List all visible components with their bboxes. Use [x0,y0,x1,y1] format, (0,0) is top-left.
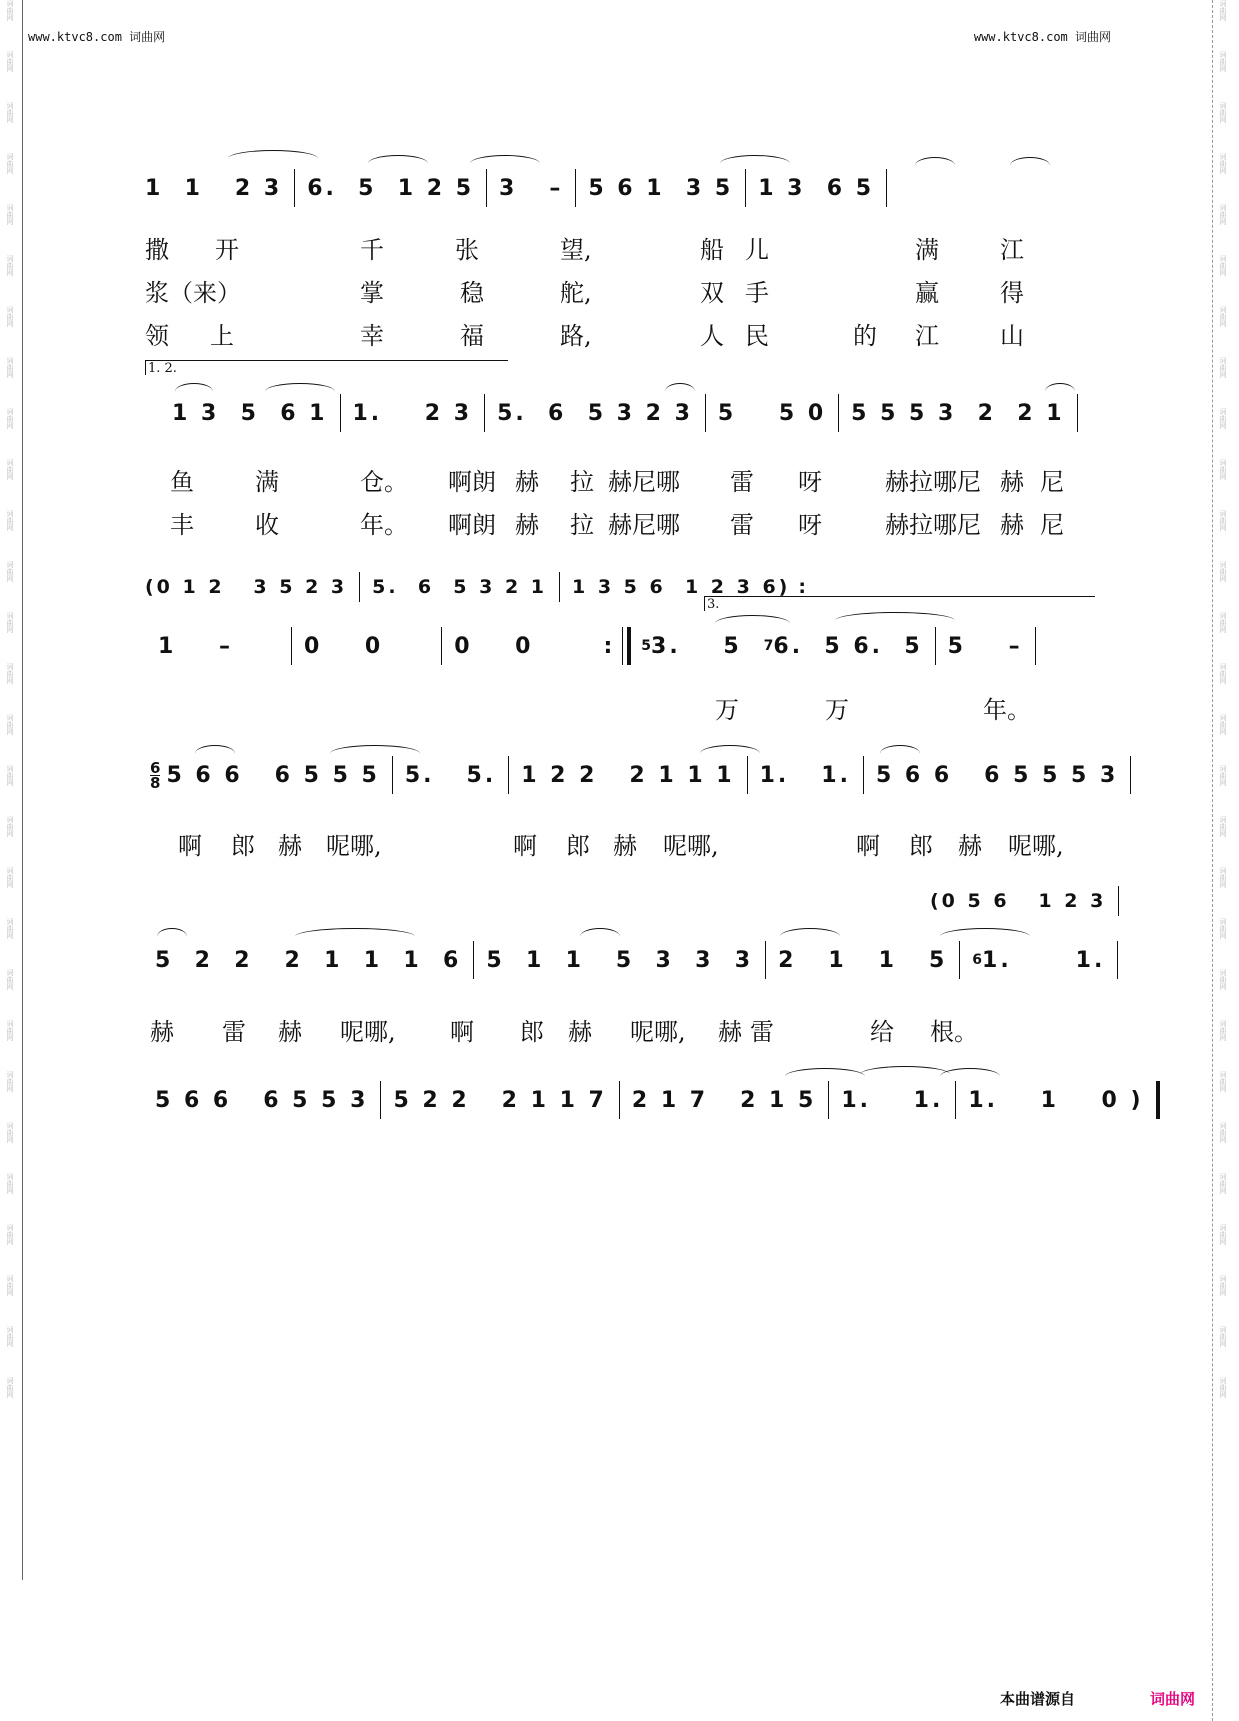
watermark-text: 词曲网 [1219,1326,1227,1347]
measure: 1 2 2 2 1 1 1 [521,762,735,788]
measure: 2 1 7 2 1 5 [631,1087,817,1113]
lyric-char: 郎 [231,832,255,860]
lyrics-ending [145,690,1095,724]
watermark-text: 词曲网 [6,1326,14,1347]
barline [765,941,766,979]
lyric-char: 赫 [958,832,982,860]
watermark-text: 词曲网 [6,357,14,378]
watermark-text: 词曲网 [1219,1122,1227,1143]
measure: 0 0 [454,633,534,659]
watermark-text: 词曲网 [1219,1071,1227,1092]
volta-3: 3. [704,596,1095,611]
lyric-char: 赫 [515,468,539,496]
watermark-text: 词曲网 [1219,51,1227,72]
lyric-char: 福 [460,322,484,350]
measure: 6. 5 1 2 5 [307,175,475,201]
measure: 5 1 1 5 3 3 3 [486,947,754,973]
barline [340,394,341,432]
lyrics-verse-3 [145,316,1095,350]
lyric-char: 江 [1000,236,1024,264]
barline [1118,886,1119,916]
lyric-char: 啊 [178,832,202,860]
lyric-char: 赫 [718,1018,742,1046]
watermark-text: 词曲网 [6,255,14,276]
lyric-char: 给 [870,1018,894,1046]
watermark-text: 词曲网 [1219,408,1227,429]
lyric-char: 张 [455,236,479,264]
watermark-text: 词曲网 [1219,153,1227,174]
lyric-char: 年。 [360,511,408,539]
watermark-text: 词曲网 [6,918,14,939]
system-5-notes [155,942,1105,978]
measure: 1. 1. [982,947,1106,973]
barline [441,627,442,665]
right-watermark-strip [1213,0,1233,1721]
lyric-char: 赫尼哪 [608,511,680,539]
lyric-char: 幸 [360,322,384,350]
lyric-char: 赫 [613,832,637,860]
watermark-text: 词曲网 [6,1122,14,1143]
lyrics-coda-2 [150,1012,1100,1046]
slur [265,383,335,400]
lyric-char: 开 [215,236,239,264]
lyric-char: 收 [255,511,279,539]
lyric-char: 稳 [460,279,484,307]
slur [785,1068,865,1085]
barline [484,394,485,432]
lyric-char: 赫 [1000,468,1024,496]
watermark-text: 词曲网 [6,1224,14,1245]
system-6-notes [155,1082,1144,1118]
measure: 1 – [158,633,233,659]
grace-note: 7 [763,638,774,654]
lyric-char: 民 [745,322,769,350]
measure: 1 3 6 5 [758,175,875,201]
watermark-text: 词曲网 [6,51,14,72]
lyric-char: 满 [915,236,939,264]
measure: (0 1 2 3 5 2 3 [145,576,348,598]
slur [720,155,790,172]
barline [294,169,295,207]
slur [157,928,187,945]
lyrics-coda-1 [178,826,1128,860]
lyric-char: 千 [360,236,384,264]
barline [955,1081,956,1119]
watermark-text: 词曲网 [6,1377,14,1398]
system-1-notes [145,170,1095,206]
measure: 5 6 1 3 5 [588,175,734,201]
watermark-text: 词曲网 [6,969,14,990]
volta-1-2: 1. 2. [145,360,508,375]
final-barline [1156,1081,1160,1119]
lyric-char: 呢哪, [663,832,719,860]
slur [1045,383,1075,400]
watermark-text: 词曲网 [1219,1275,1227,1296]
header-right-site: www.ktvc8.com 词曲网 [973,30,1111,44]
measure: 5 5 0 [717,400,827,426]
slur [940,1068,1000,1085]
measure: 5. 6 5 3 2 1 [372,576,547,598]
slur [195,745,235,762]
lyric-char: 山 [1000,322,1024,350]
watermark-text: 词曲网 [1219,459,1227,480]
lyric-char: 呢哪, [340,1018,396,1046]
footer-brand-link[interactable]: 词曲网 [1150,1690,1196,1708]
measure: 5. 5. [404,762,497,788]
time-signature [150,758,161,792]
watermark-text: 词曲网 [6,663,14,684]
measure: 3 – [499,175,564,201]
barline [619,1081,620,1119]
lyric-char: 雷 [750,1018,774,1046]
watermark-text: 词曲网 [6,1020,14,1041]
watermark-text: 词曲网 [1219,357,1227,378]
lyric-char: 啊 [856,832,880,860]
left-watermark-strip [0,0,20,1721]
lyric-char: 呢哪, [630,1018,686,1046]
watermark-text: 词曲网 [6,1173,14,1194]
watermark-text: 词曲网 [1219,969,1227,990]
barline [1077,394,1078,432]
lyric-char: 赫 [515,511,539,539]
system-2-notes [172,395,1122,431]
lyric-char: 万 [715,696,739,724]
barline [291,627,292,665]
slur [228,150,318,167]
lyric-char: 啊 [513,832,537,860]
repeat-colon: : [603,633,613,659]
lyric-char: 掌 [360,279,384,307]
watermark-text: 词曲网 [6,306,14,327]
lyric-char: 尼 [1040,468,1064,496]
watermark-text: 词曲网 [6,153,14,174]
lyric-char: 赫拉哪尼 [885,511,981,539]
lyric-char: 赢 [915,279,939,307]
watermark-text: 词曲网 [1219,765,1227,786]
watermark-text: 词曲网 [6,408,14,429]
lyric-char: 啊 [450,1018,474,1046]
lyric-char: 雷 [730,511,754,539]
lyric-char: 郎 [909,832,933,860]
measure: 2 1 1 5 [778,947,948,973]
lyric-char: 赫拉哪尼 [885,468,981,496]
lyric-char: 拉 [570,511,594,539]
watermark-text: 词曲网 [1219,867,1227,888]
measure: 5 6 6 6 5 5 5 3 [875,762,1119,788]
lyric-char: 根。 [930,1018,978,1046]
repeat-barline [622,627,631,665]
system-5-upper-notes [930,886,1107,916]
lyric-char: 鱼 [170,468,194,496]
lyric-char: 路, [560,322,592,350]
barline [380,1081,381,1119]
measure: 1 1 2 3 [145,175,283,201]
watermark-text: 词曲网 [1219,1173,1227,1194]
lyric-char: 万 [825,696,849,724]
lyric-char: 赫 [278,1018,302,1046]
barline [863,756,864,794]
watermark-text: 词曲网 [1219,204,1227,225]
lyric-char: 呀 [798,468,822,496]
slur [368,155,428,172]
lyric-char: 上 [210,322,234,350]
measure: 1. 2 3 [352,400,473,426]
watermark-text: 词曲网 [1219,510,1227,531]
left-margin-line [22,0,23,1580]
time-signature-bottom: 8 [150,773,161,792]
grace-note: 6 [972,952,983,968]
lyric-char: 满 [255,468,279,496]
lyric-char: 得 [1000,279,1024,307]
watermark-text: 词曲网 [6,561,14,582]
watermark-text: 词曲网 [1219,918,1227,939]
watermark-text: 词曲网 [6,204,14,225]
watermark-text: 词曲网 [6,510,14,531]
slur [915,157,955,174]
watermark-text: 词曲网 [1219,306,1227,327]
watermark-text: 词曲网 [1219,1224,1227,1245]
watermark-text: 词曲网 [1219,714,1227,735]
lyric-char: 人 [700,322,724,350]
measure: 3. 5 [651,633,742,659]
measure: 6. 5 6. 5 [773,633,923,659]
lyric-char: 望, [560,236,592,264]
repeat-colon: : [798,576,806,598]
lyric-char: 呢哪, [326,832,382,860]
lyrics-verse-1 [145,230,1095,264]
watermark-text: 词曲网 [6,816,14,837]
measure: 0 0 [303,633,384,659]
lyric-char: 舵, [560,279,592,307]
watermark-text: 词曲网 [6,459,14,480]
slur [665,383,695,400]
watermark-text: 词曲网 [6,1071,14,1092]
watermark-text: 词曲网 [1219,0,1227,21]
footer-source-label: 本曲谱源自 [1000,1690,1076,1708]
measure: 5. 6 5 3 2 3 [497,400,693,426]
barline [886,169,887,207]
barline [935,627,936,665]
watermark-text: 词曲网 [1219,102,1227,123]
watermark-text: 词曲网 [1219,1020,1227,1041]
lyric-char: 江 [915,322,939,350]
barline [1117,941,1118,979]
barline [559,572,560,602]
slur [780,928,840,945]
slur [715,615,790,632]
measure: 1 3 5 6 1 2 3 6) [572,576,791,598]
measure: 5 – [947,633,1023,659]
watermark-text: 词曲网 [6,0,14,21]
watermark-text: 词曲网 [6,1275,14,1296]
slur [835,612,955,629]
lyric-char: 呢哪, [1008,832,1064,860]
lyric-char: 双 [700,279,724,307]
barline [828,1081,829,1119]
slur [330,745,420,762]
lyric-char: 年。 [983,696,1031,724]
measure: 5 5 5 3 2 2 1 [851,400,1065,426]
slur [580,928,620,945]
lyric-char: 仓。 [360,468,408,496]
grace-note: 5 [641,638,652,654]
slur [860,1066,950,1083]
watermark-text: 词曲网 [1219,255,1227,276]
lyric-char: 赫 [1000,511,1024,539]
lyric-char: 丰 [170,511,194,539]
measure: 5 2 2 2 1 1 1 6 [155,947,462,973]
lyric-char: 手 [745,279,769,307]
measure: 1. 1. [841,1087,944,1113]
lyric-char: 拉 [570,468,594,496]
lyric-char: 郎 [520,1018,544,1046]
slur [470,155,540,172]
lyric-char: 儿 [745,236,769,264]
slur [1010,157,1050,174]
barline [486,169,487,207]
measure: (0 5 6 1 2 3 [930,890,1107,912]
watermark-text: 词曲网 [1219,1377,1227,1398]
barline [359,572,360,602]
lyrics-chorus-2 [170,505,1120,539]
header-left-site: www.ktvc8.com 词曲网 [28,30,166,44]
slur [295,928,415,945]
measure: 5 6 6 6 5 5 5 [166,762,380,788]
watermark-text: 词曲网 [1219,663,1227,684]
lyric-char: 领 [145,322,169,350]
barline [473,941,474,979]
barline [1035,627,1036,665]
watermark-text: 词曲网 [6,765,14,786]
measure: 1. 1. [759,762,851,788]
system-3-lower-notes [158,628,1108,664]
lyric-char: 船 [700,236,724,264]
watermark-text: 词曲网 [6,102,14,123]
lyric-char: 郎 [566,832,590,860]
lyric-char: 赫 [278,832,302,860]
lyrics-verse-2 [145,273,1095,307]
right-margin-line [1212,0,1213,1721]
lyric-char: 呀 [798,511,822,539]
slur [700,745,760,762]
measure: 1. 1 0 ) [968,1087,1144,1113]
lyric-char: 浆（来） [145,279,241,307]
lyric-char: 雷 [222,1018,246,1046]
lyric-char: 赫尼哪 [608,468,680,496]
slur [175,383,213,400]
lyric-char: 赫 [568,1018,592,1046]
time-signature-top: 6 [150,758,161,777]
lyric-char: 撒 [145,236,169,264]
watermark-text: 词曲网 [6,867,14,888]
barline [1130,756,1131,794]
barline [745,169,746,207]
barline [959,941,960,979]
lyric-char: 尼 [1040,511,1064,539]
slur [880,745,920,762]
measure: 5 6 6 6 5 5 3 [155,1087,369,1113]
system-4-notes [150,757,1119,793]
lyrics-chorus-1 [170,462,1120,496]
lyric-char: 啊朗 [448,511,496,539]
lyric-char: 雷 [730,468,754,496]
watermark-text: 词曲网 [6,612,14,633]
barline [508,756,509,794]
slur [940,928,1030,945]
measure: 5 2 2 2 1 1 7 [393,1087,607,1113]
barline [838,394,839,432]
watermark-text: 词曲网 [1219,561,1227,582]
watermark-text: 词曲网 [6,714,14,735]
watermark-text: 词曲网 [1219,612,1227,633]
lyric-char: 啊朗 [448,468,496,496]
lyric-char: 的 [853,322,877,350]
barline [575,169,576,207]
lyric-char: 赫 [150,1018,174,1046]
measure: 1 3 5 6 1 [172,400,328,426]
barline [705,394,706,432]
watermark-text: 词曲网 [1219,816,1227,837]
